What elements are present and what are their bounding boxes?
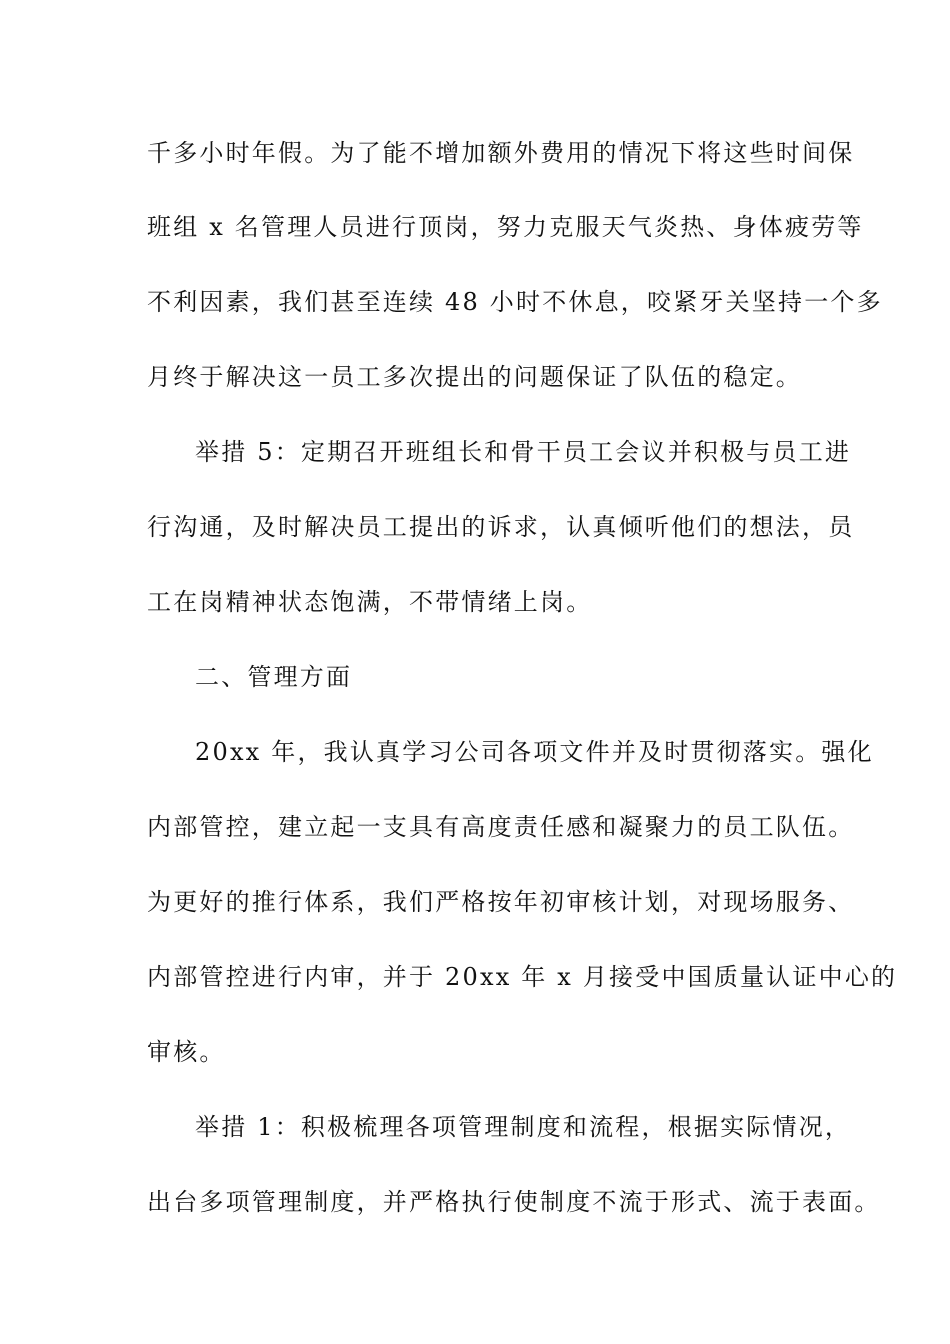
paragraph-line: 审核。	[147, 1038, 226, 1066]
paragraph-line: 为更好的推行体系，我们严格按年初审核计划，对现场服务、	[147, 888, 855, 916]
paragraph-line: 千多小时年假。为了能不增加额外费用的情况下将这些时间保	[147, 139, 855, 167]
paragraph-line: 举措 5：定期召开班组长和骨干员工会议并积极与员工进	[195, 438, 852, 466]
paragraph-line: 内部管控进行内审，并于 20xx 年 x 月接受中国质量认证中心的	[147, 963, 898, 991]
paragraph-line: 月终于解决这一员工多次提出的问题保证了队伍的稳定。	[147, 363, 802, 391]
paragraph-line: 出台多项管理制度，并严格执行使制度不流于形式、流于表面。	[147, 1188, 881, 1216]
paragraph-line: 20xx 年，我认真学习公司各项文件并及时贯彻落实。强化	[195, 738, 874, 766]
paragraph-line: 工在岗精神状态饱满，不带情绪上岗。	[147, 588, 593, 616]
section-heading: 二、管理方面	[195, 663, 353, 691]
paragraph-line: 行沟通，及时解决员工提出的诉求，认真倾听他们的想法，员	[147, 513, 855, 541]
paragraph-line: 内部管控，建立起一支具有高度责任感和凝聚力的员工队伍。	[147, 813, 855, 841]
paragraph-line: 举措 1：积极梳理各项管理制度和流程，根据实际情况，	[195, 1113, 852, 1141]
paragraph-line: 班组 x 名管理人员进行顶岗，努力克服天气炎热、身体疲劳等	[147, 213, 864, 241]
paragraph-line: 不利因素，我们甚至连续 48 小时不休息，咬紧牙关坚持一个多	[147, 288, 883, 316]
